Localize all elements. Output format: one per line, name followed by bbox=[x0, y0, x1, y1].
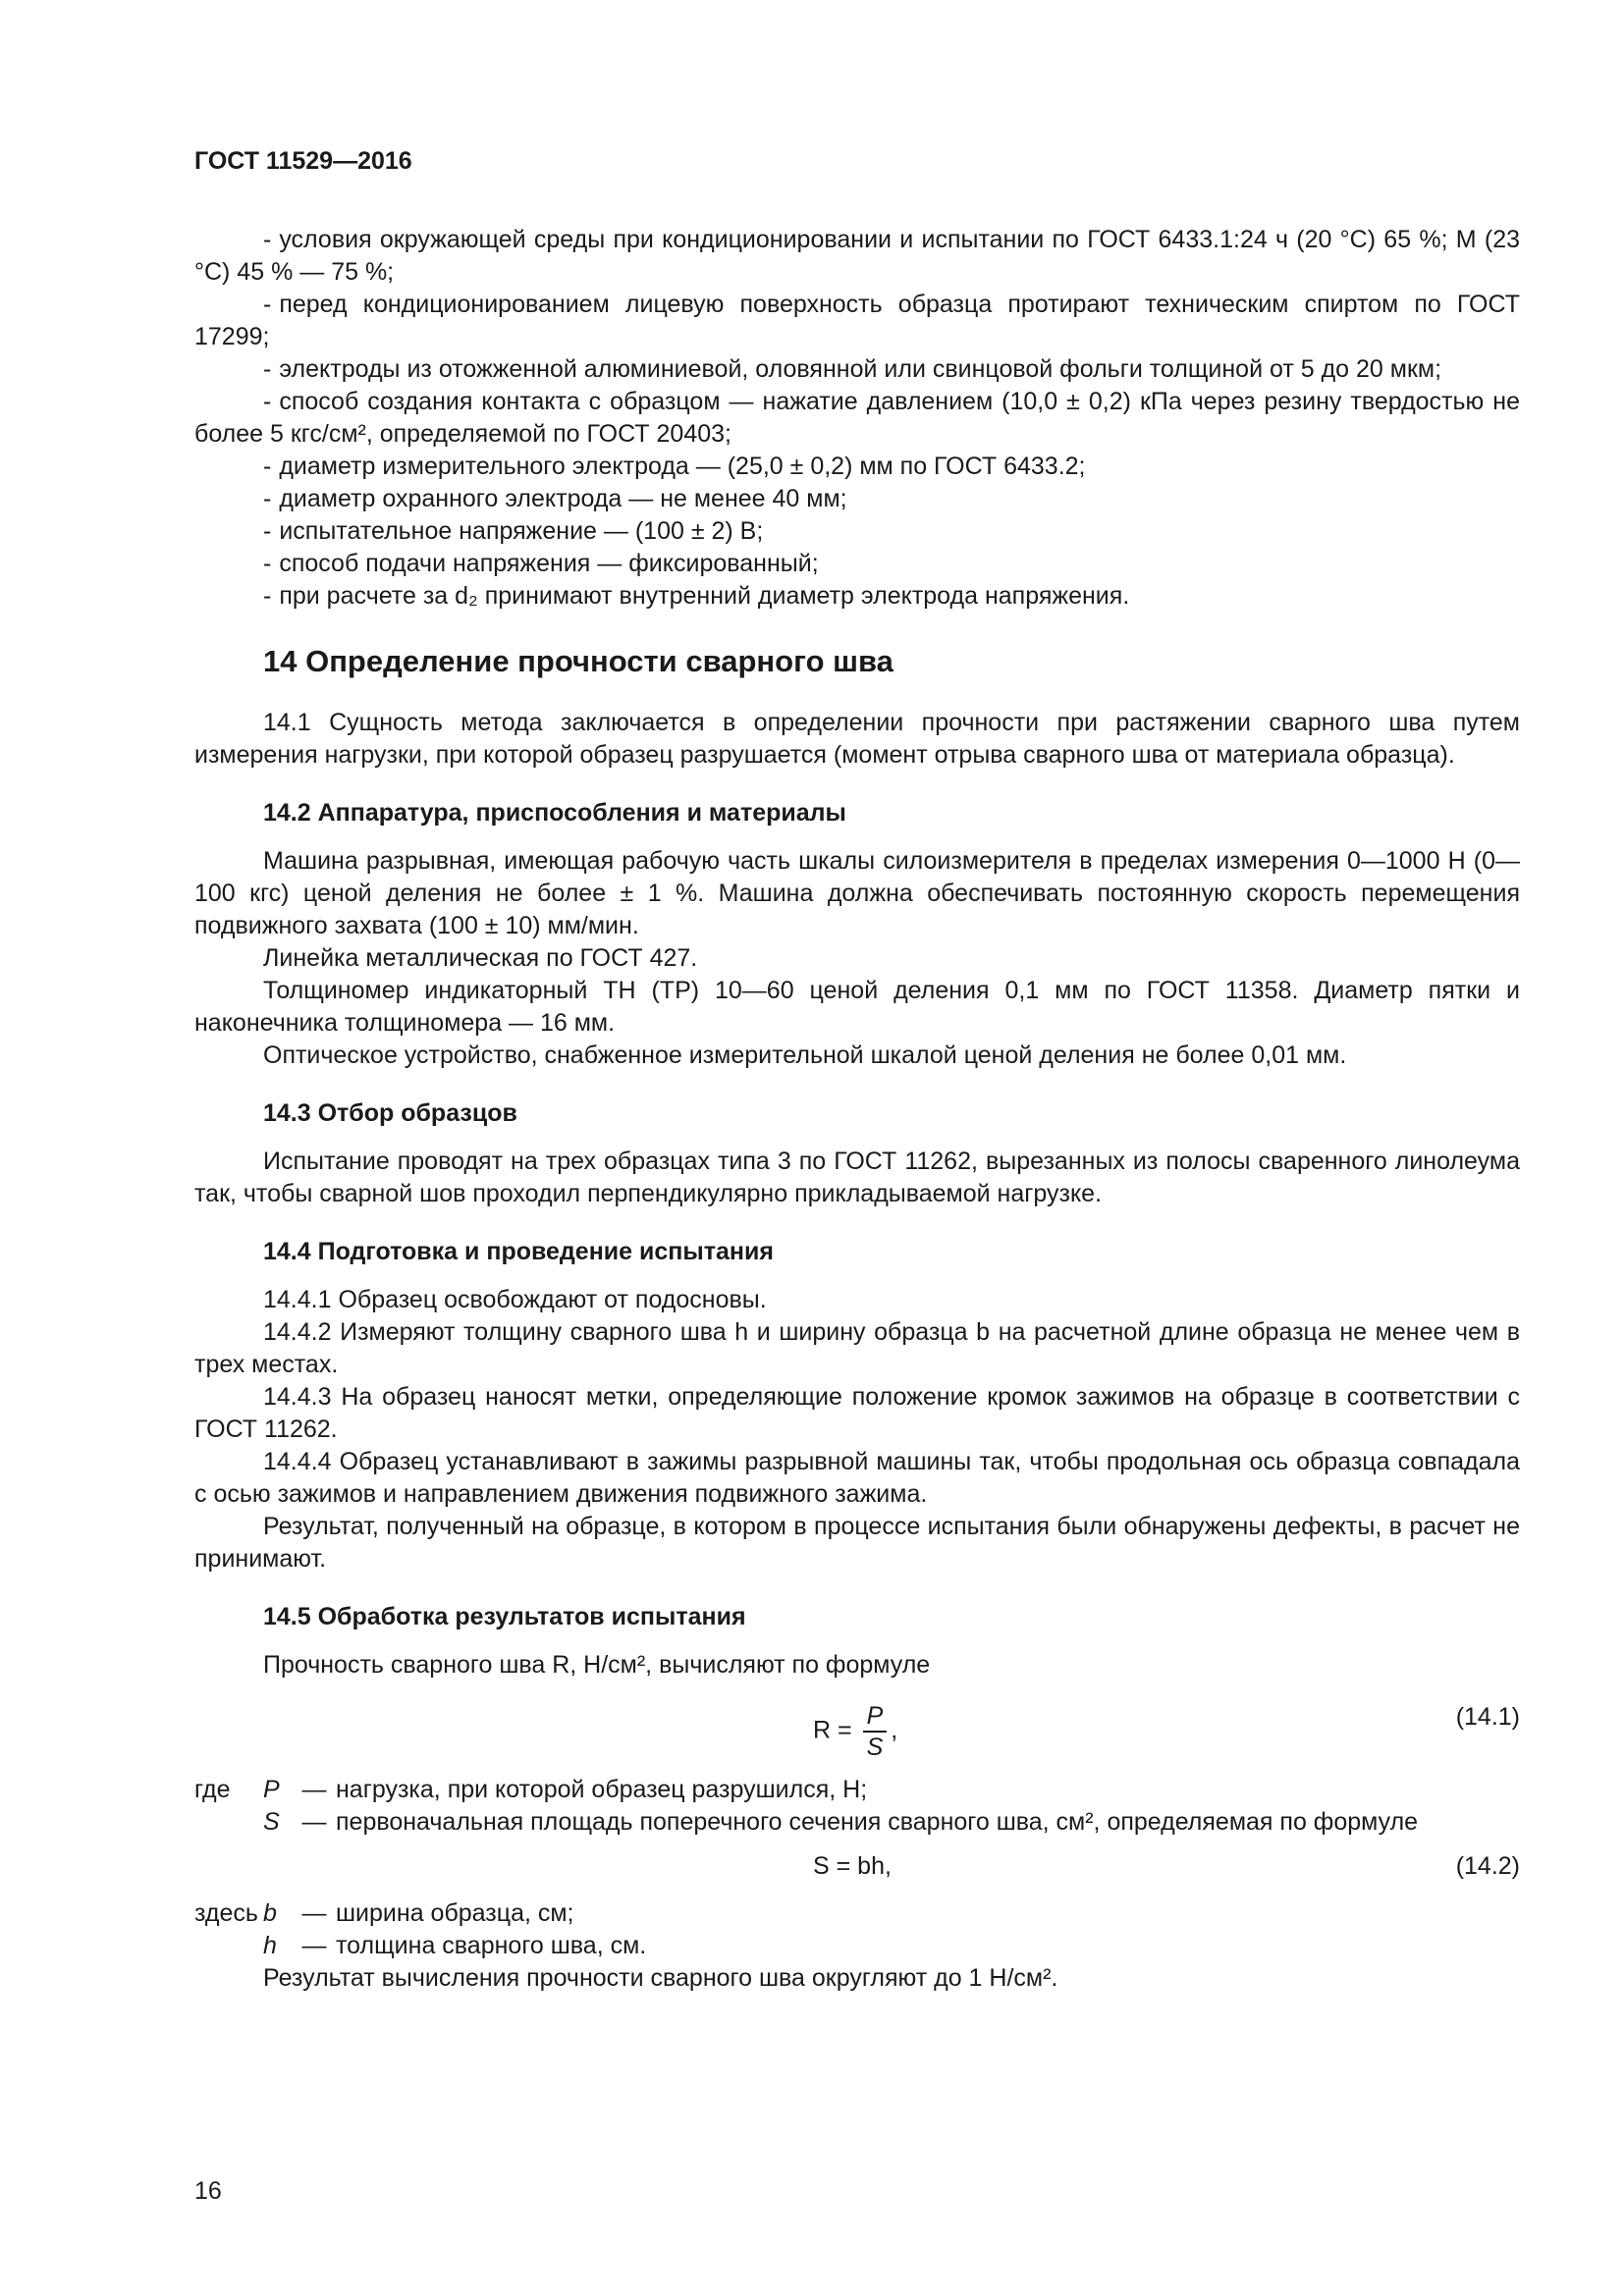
list-item: - диаметр измерительного электрода — (25,0 ± 0,2) мм по ГОСТ 6433.2; bbox=[263, 453, 1086, 480]
paragraph: Прочность сварного шва R, Н/см², вычисляют по формуле bbox=[263, 1651, 931, 1679]
fraction: $\frac{P}{S}$ bbox=[863, 1701, 888, 1762]
formula-14-2 bbox=[194, 1842, 1520, 1892]
formula-number: (14.1) bbox=[1455, 1703, 1520, 1731]
formula-expression: S = bh, bbox=[813, 1852, 892, 1880]
list-item: - условия окружающей среды при кондиционировании и испытании по ГОСТ 6433.1:24 ч (20 °С) 65 %; М (23 °С) 45 % — 75 %; bbox=[194, 226, 1520, 286]
paragraph: Результат, полученный на образце, в котором в процессе испытания были обнаружены дефекты, в расчет не принимают. bbox=[194, 1513, 1520, 1573]
list-item: - способ создания контакта с образцом — нажатие давлением (10,0 ± 0,2) кПа через резину твердостью не более 5 кгс/см², определяемой по ГОСТ 20403; bbox=[194, 388, 1520, 448]
where-row: где P — нагрузка, при которой образец разрушился, Н; bbox=[194, 1776, 868, 1803]
paragraph-14-1: 14.1 Сущность метода заключается в определении прочности при растяжении сварного шва путем измерения нагрузки, при которой образец разрушается (момент отрыва сварного шва от материала образца). bbox=[194, 709, 1520, 769]
list-item: - испытательное напряжение — (100 ± 2) В; bbox=[263, 517, 764, 545]
list-item: - диаметр охранного электрода — не менее 40 мм; bbox=[263, 485, 847, 512]
page-body bbox=[194, 224, 1520, 1995]
where-row: S — первоначальная площадь поперечного сечения сварного шва, см², определяемая по формуле bbox=[263, 1808, 1419, 1836]
paragraph: Испытание проводят на трех образцах типа 3 по ГОСТ 11262, вырезанных из полосы сваренного линолеума так, чтобы сварной шов проходил перпендикулярно прикладываемой нагрузке. bbox=[194, 1148, 1520, 1207]
paragraph-14-4-2: 14.4.2 Измеряют толщину сварного шва h и ширину образца b на расчетной длине образца не менее чем в трех местах. bbox=[194, 1318, 1520, 1378]
paragraph-14-4-4: 14.4.4 Образец устанавливают в зажимы разрывной машины так, чтобы продольная ось образца совпадала с осью зажимов и направлением движения подвижного зажима. bbox=[194, 1448, 1520, 1508]
paragraph-final: Результат вычисления прочности сварного шва округляют до 1 Н/см². bbox=[263, 1964, 1058, 1992]
where-row: h — толщина сварного шва, см. bbox=[263, 1932, 647, 1959]
where-row: здесь b — ширина образца, см; bbox=[194, 1899, 574, 1927]
list-item: - электроды из отожженной алюминиевой, оловянной или свинцовой фольги толщиной от 5 до 20 мкм; bbox=[263, 355, 1442, 383]
paragraph: Машина разрывная, имеющая рабочую часть шкалы силоизмерителя в пределах измерения 0—1000 Н (0—100 кгс) ценой деления не более ± 1 %. Машина должна обеспечивать постоянную скорость перемещения подвижного захвата (100 ± 10) мм/мин. bbox=[194, 847, 1520, 939]
subsection-title-14-2: 14.2 Аппаратура, приспособления и материалы bbox=[263, 799, 846, 827]
subsection-title-14-3: 14.3 Отбор образцов bbox=[263, 1099, 517, 1127]
subsection-title-14-4: 14.4 Подготовка и проведение испытания bbox=[263, 1238, 774, 1265]
paragraph-14-4-1: 14.4.1 Образец освобождают от подосновы. bbox=[263, 1286, 767, 1313]
paragraph: Линейка металлическая по ГОСТ 427. bbox=[263, 944, 698, 972]
page-number: 16 bbox=[194, 2177, 222, 2205]
formula-number: (14.2) bbox=[1455, 1852, 1520, 1880]
paragraph: Толщиномер индикаторный ТН (ТР) 10—60 ценой деления 0,1 мм по ГОСТ 11358. Диаметр пятки и наконечника толщиномера — 16 мм. bbox=[194, 977, 1520, 1037]
paragraph: Оптическое устройство, снабженное измерительной шкалой ценой деления не более 0,01 мм. bbox=[263, 1041, 1347, 1069]
intro-list bbox=[194, 224, 1520, 613]
formula-expression: R = $\frac{P}{S}$ , bbox=[813, 1702, 898, 1761]
subsection-title-14-5: 14.5 Обработка результатов испытания bbox=[263, 1603, 746, 1630]
document-header: ГОСТ 11529—2016 bbox=[194, 147, 412, 175]
list-item: - способ подачи напряжения — фиксированный; bbox=[263, 550, 819, 577]
list-item: - перед кондиционированием лицевую поверхность образца протирают техническим спиртом по ГОСТ 17299; bbox=[194, 291, 1520, 350]
list-item: - при расчете за d₂ принимают внутренний диаметр электрода напряжения. bbox=[263, 582, 1130, 610]
paragraph-14-4-3: 14.4.3 На образец наносят метки, определяющие положение кромок зажимов на образце в соответствии с ГОСТ 11262. bbox=[194, 1383, 1520, 1443]
formula-14-1 bbox=[194, 1689, 1520, 1764]
section-title: 14 Определение прочности сварного шва bbox=[263, 644, 893, 678]
